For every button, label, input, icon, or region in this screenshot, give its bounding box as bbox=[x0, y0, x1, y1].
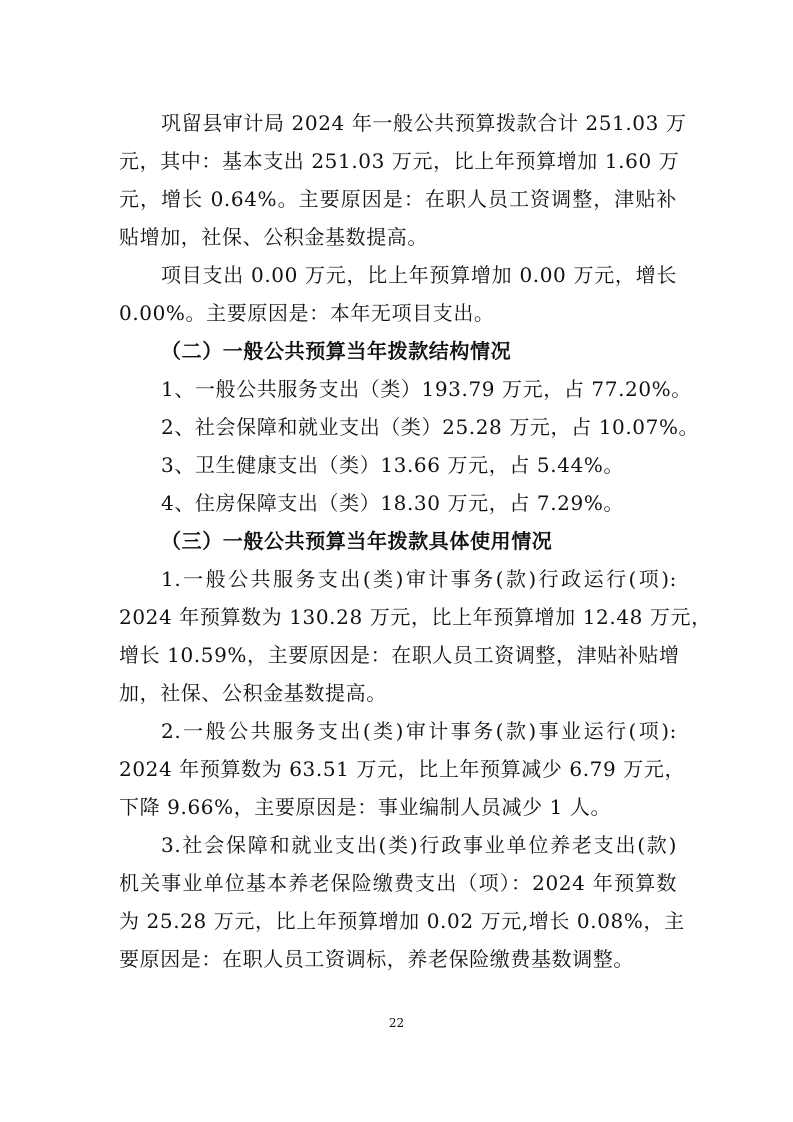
usage-1-line-4: 加，社保、公积金基数提高。 bbox=[119, 681, 387, 705]
usage-3-line-2: 机关事业单位基本养老保险缴费支出（项）：2024 年预算数 bbox=[119, 871, 677, 895]
paragraph-1-line-2: 元，其中：基本支出 251.03 万元，比上年预算增加 1.60 万 bbox=[119, 149, 680, 173]
structure-item-1: 1、一般公共服务支出（类）193.79 万元，占 77.20%。 bbox=[161, 377, 692, 401]
usage-1-line-1: 1.一般公共服务支出(类)审计事务(款)行政运行(项): bbox=[161, 567, 677, 591]
usage-2-line-1: 2.一般公共服务支出(类)审计事务(款)事业运行(项): bbox=[161, 719, 677, 743]
usage-2-line-3: 下降 9.66%，主要原因是：事业编制人员减少 1 人。 bbox=[119, 795, 612, 819]
paragraph-2-line-2: 0.00%。主要原因是：本年无项目支出。 bbox=[119, 301, 495, 325]
usage-3-line-3: 为 25.28 万元，比上年预算增加 0.02 万元,增长 0.08%，主 bbox=[119, 909, 685, 933]
section-heading-structure: （二）一般公共预算当年拨款结构情况 bbox=[161, 339, 512, 363]
usage-3-line-1: 3.社会保障和就业支出(类)行政事业单位养老支出(款) bbox=[161, 833, 677, 857]
paragraph-1-line-4: 贴增加，社保、公积金基数提高。 bbox=[119, 225, 428, 249]
usage-1-line-3: 增长 10.59%，主要原因是：在职人员工资调整，津贴补贴增 bbox=[119, 643, 680, 667]
usage-1-line-2: 2024 年预算数为 130.28 万元，比上年预算增加 12.48 万元， bbox=[119, 605, 712, 629]
paragraph-2-line-1: 项目支出 0.00 万元，比上年预算增加 0.00 万元，增长 bbox=[161, 263, 677, 287]
usage-3-line-4: 要原因是：在职人员工资调标，养老保险缴费基数调整。 bbox=[119, 947, 634, 971]
page-number: 22 bbox=[388, 1016, 405, 1030]
structure-item-2: 2、社会保障和就业支出（类）25.28 万元，占 10.07%。 bbox=[161, 415, 700, 439]
usage-2-line-2: 2024 年预算数为 63.51 万元，比上年预算减少 6.79 万元， bbox=[119, 757, 686, 781]
structure-item-4: 4、住房保障支出（类）18.30 万元，占 7.29%。 bbox=[161, 491, 625, 515]
document-body bbox=[119, 104, 712, 978]
paragraph-1-line-1: 巩留县审计局 2024 年一般公共预算拨款合计 251.03 万 bbox=[161, 111, 687, 135]
section-heading-usage: （三）一般公共预算当年拨款具体使用情况 bbox=[161, 529, 553, 553]
paragraph-1-line-3: 元，增长 0.64%。主要原因是：在职人员工资调整，津贴补 bbox=[119, 187, 677, 211]
structure-item-3: 3、卫生健康支出（类）13.66 万元，占 5.44%。 bbox=[161, 453, 625, 477]
